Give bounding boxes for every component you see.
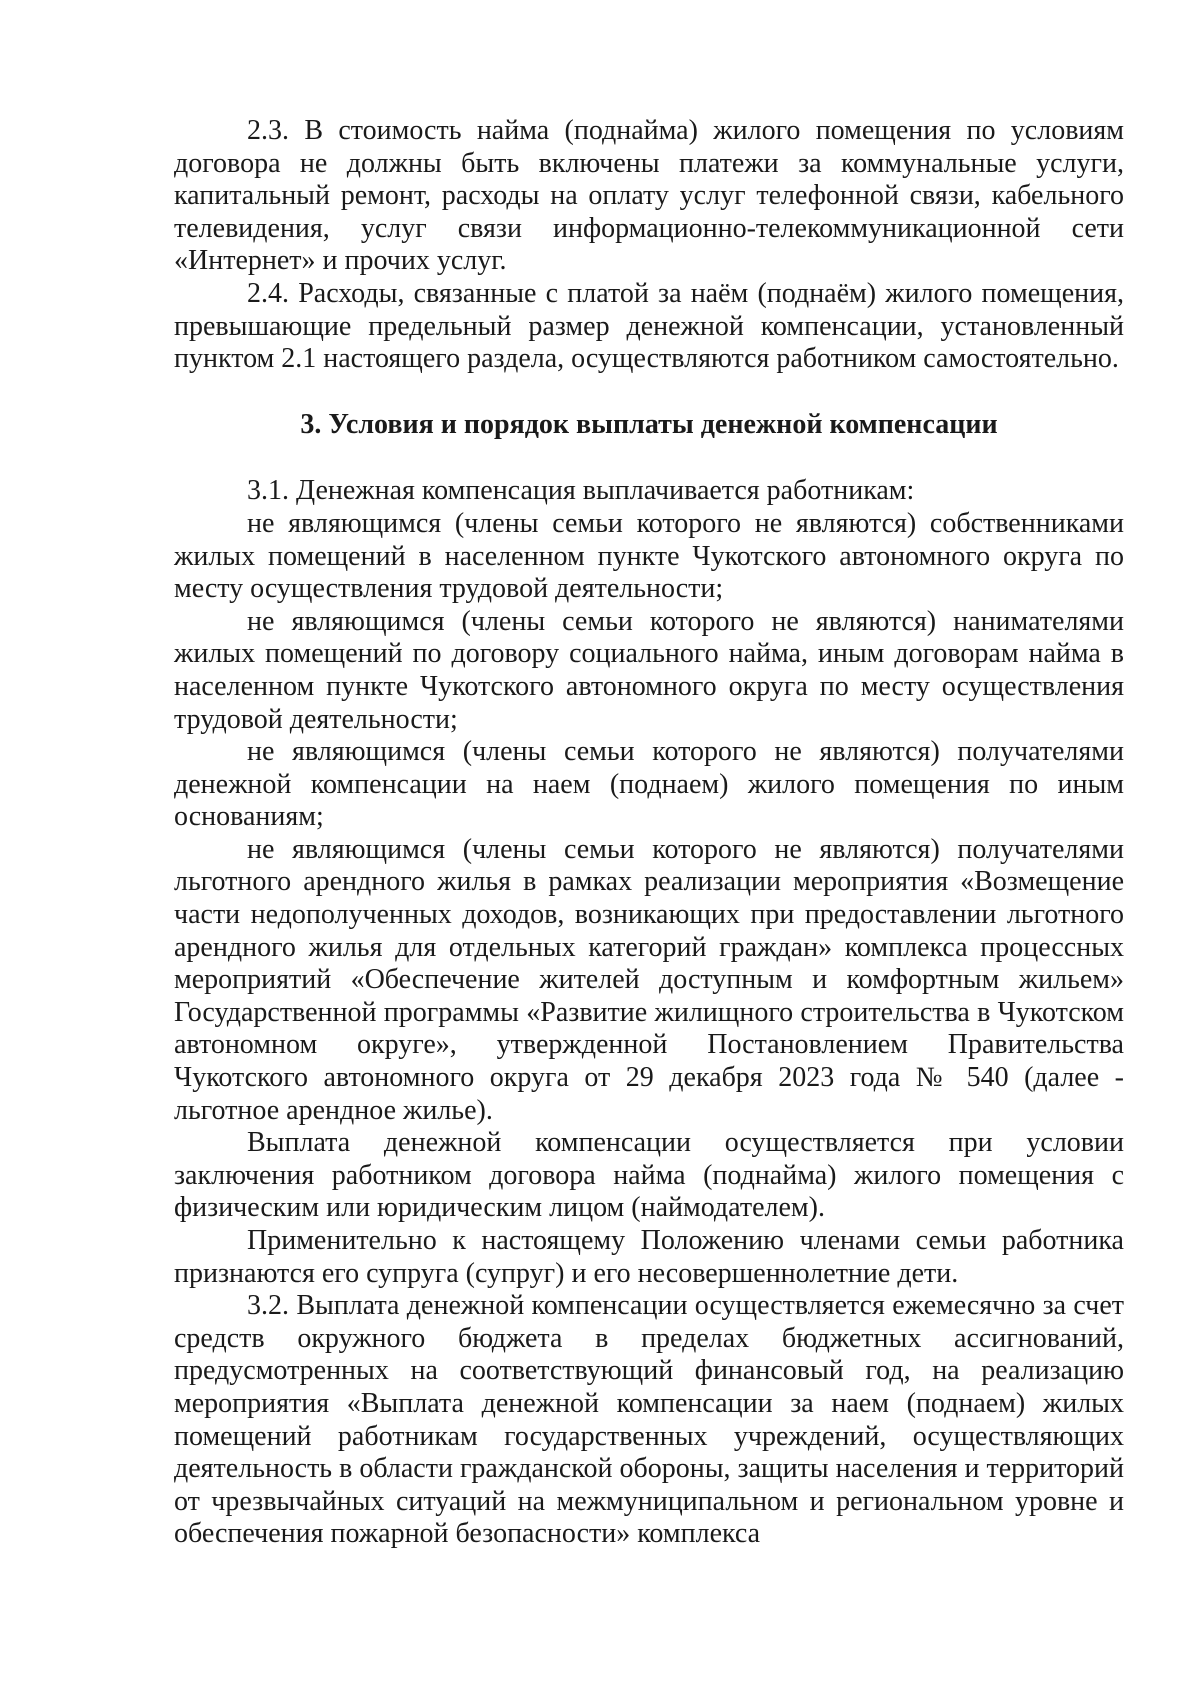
paragraph-condition-owners: не являющимся (члены семьи которого не являются) собственниками жилых помещений в населенном пункте Чукотского автономного округа по месту осуществления трудовой деятельности; — [174, 507, 1124, 605]
paragraph-condition-preferential-housing: не являющимся (члены семьи которого не являются) получателями льготного арендного жилья в рамках реализации мероприятия «Возмещение части недополученных доходов, возникающих при предоставлении льготного арендного жилья для отдельных категорий граждан» комплекса процессных мероприятий «Обеспечение жителей доступным и комфортным жильем» Государственной программы «Развитие жилищного строительства в Чукотском автономном округе», утвержденной Постановлением Правительства Чукотского автономного округа от 29 декабря 2023 года № 540 (далее - льготное арендное жилье). — [174, 833, 1124, 1126]
paragraph-payment-condition: Выплата денежной компенсации осуществляется при условии заключения работником договора найма (поднайма) жилого помещения с физическим или юридическим лицом (наймодателем). — [174, 1127, 1124, 1224]
paragraph-condition-tenants: не являющимся (члены семьи которого не являются) нанимателями жилых помещений по договору социального найма, иным договорам найма в населенном пункте Чукотского автономного округа по месту осуществления трудовой деятельности; — [174, 605, 1124, 735]
paragraph-2-3: 2.3. В стоимость найма (поднайма) жилого помещения по условиям договора не должны быть включены платежи за коммунальные услуги, капитальный ремонт, расходы на оплату услуг телефонной связи, кабельного телевидения, услуг связи информационно-телекоммуникационной сети «Интернет» и прочих услуг. — [174, 115, 1124, 277]
paragraph-3-2: 3.2. Выплата денежной компенсации осуществляется ежемесячно за счет средств окружного бюджета в пределах бюджетных ассигнований, предусмотренных на соответствующий финансовый год, на реализацию мероприятия «Выплата денежной компенсации за наем (поднаем) жилых помещений работникам государственных учреждений, осуществляющих деятельность в области гражданской обороны, защиты населения и территорий от чрезвычайных ситуаций на межмуниципальном и региональном уровне и обеспечения пожарной безопасности» комплекса — [174, 1290, 1124, 1550]
document-body — [174, 115, 1124, 1551]
paragraph-3-1: 3.1. Денежная компенсация выплачивается работникам: — [247, 475, 915, 507]
section-heading: 3. Условия и порядок выплаты денежной компенсации — [300, 408, 998, 440]
paragraph-2-4: 2.4. Расходы, связанные с платой за наём (поднаём) жилого помещения, превышающие предельный размер денежной компенсации, установленный пунктом 2.1 настоящего раздела, осуществляются работником самостоятельно. — [174, 277, 1124, 375]
paragraph-condition-other-compensation: не являющимся (члены семьи которого не являются) получателями денежной компенсации на наем (поднаем) жилого помещения по иным основаниям; — [174, 736, 1124, 833]
paragraph-family-members: Применительно к настоящему Положению членами семьи работника признаются его супруга (супруг) и его несовершеннолетние дети. — [174, 1225, 1124, 1289]
